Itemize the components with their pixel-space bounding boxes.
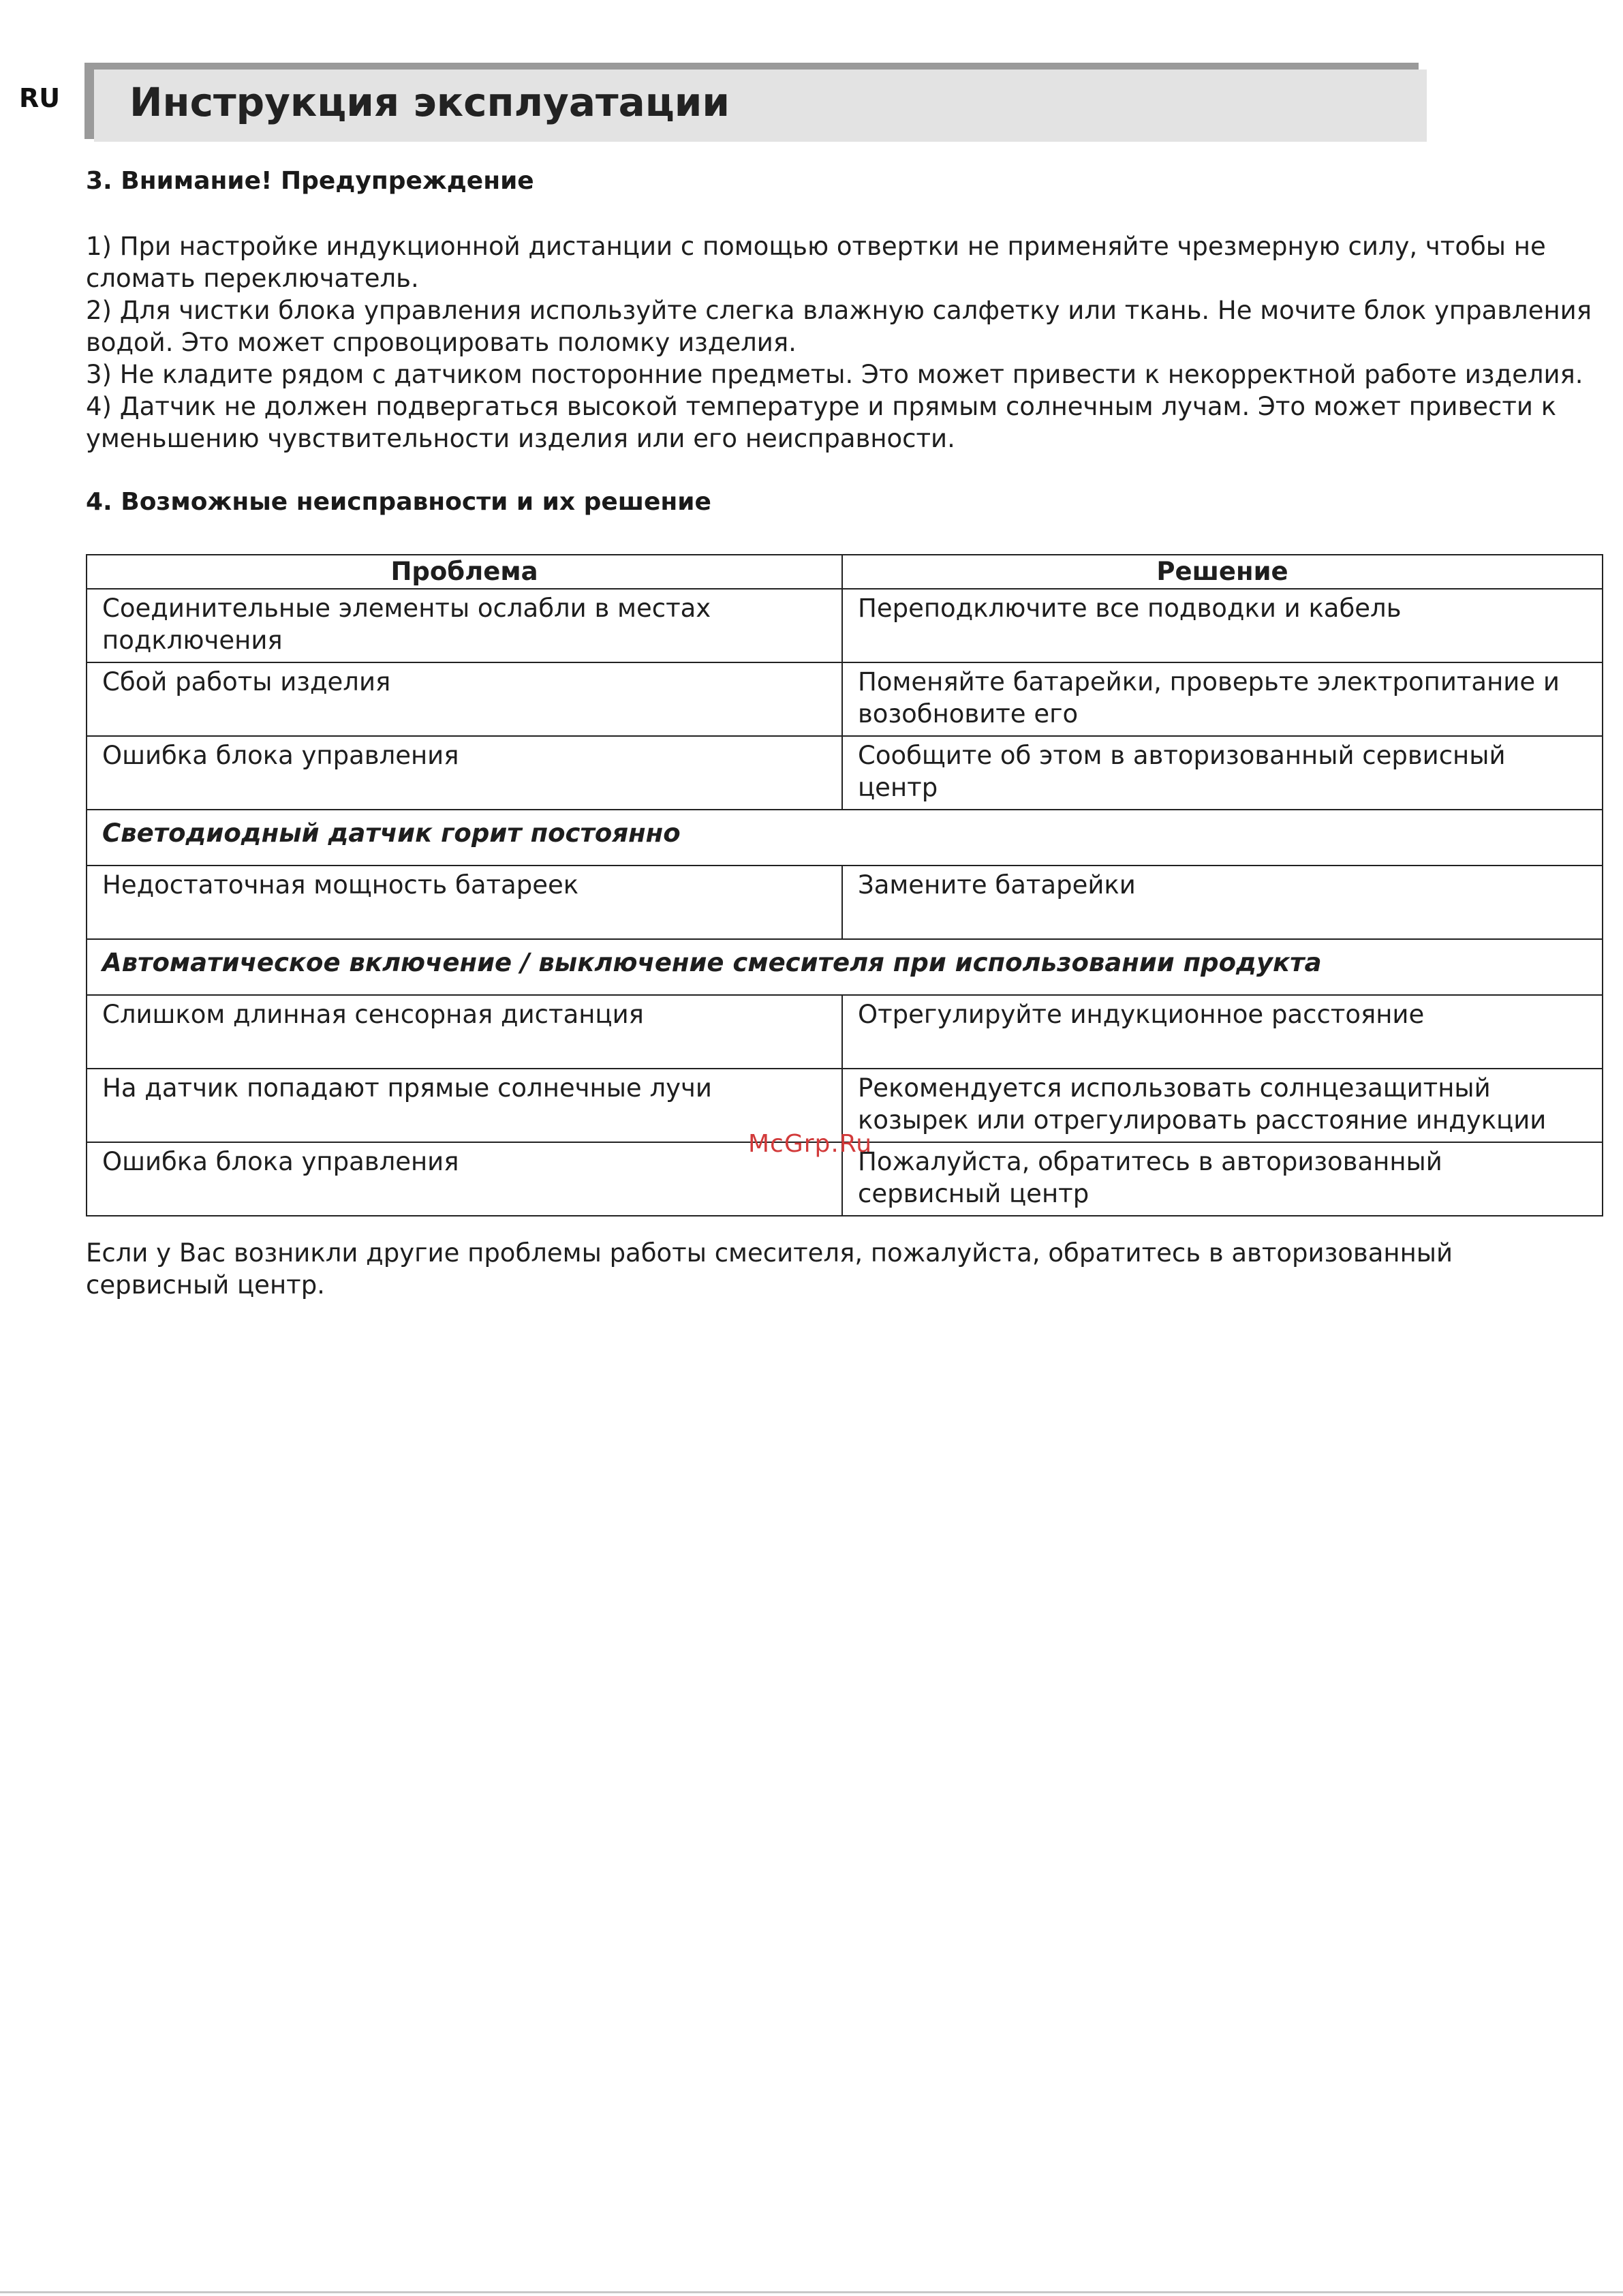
header-banner-edge	[84, 63, 94, 139]
solution-cell: Рекомендуется использовать солнцезащитный козырек или отрегулировать расстояние индукции	[842, 1069, 1603, 1142]
problem-cell: Сбой работы изделия	[87, 662, 842, 736]
problem-cell: Ошибка блока управления	[87, 1142, 842, 1216]
troubleshooting-table	[86, 554, 1603, 1216]
warning-item: 4) Датчик не должен подвергаться высокой температуре и прямым солнечным лучам. Это может привести к уменьшению чувствительности изделия или его неисправности.	[86, 392, 1557, 453]
group-title-led: Светодиодный датчик горит постоянно	[87, 810, 1603, 866]
problem-cell: Соединительные элементы ослабли в местах подключения	[87, 589, 842, 662]
warnings-heading: 3. Внимание! Предупреждение	[86, 167, 534, 195]
solution-cell: Отрегулируйте индукционное расстояние	[842, 995, 1603, 1069]
column-header-solution: Решение	[842, 555, 1603, 589]
solution-cell: Пожалуйста, обратитесь в авторизованный сервисный центр	[842, 1142, 1603, 1216]
problem-cell: Недостаточная мощность батареек	[87, 866, 842, 939]
table-row	[87, 995, 1603, 1069]
page-title: Инструкция эксплуатации	[129, 79, 730, 125]
page-bottom-divider	[0, 2291, 1623, 2293]
solution-cell: Замените батарейки	[842, 866, 1603, 939]
table-row	[87, 736, 1603, 810]
watermark-text: McGrp.Ru	[748, 1130, 873, 1158]
solution-cell: Поменяйте батарейки, проверьте электропитание и возобновите его	[842, 662, 1603, 736]
group-title-auto: Автоматическое включение / выключение смесителя при использовании продукта	[87, 939, 1603, 995]
column-header-problem: Проблема	[87, 555, 842, 589]
warnings-list	[86, 230, 1602, 455]
solution-cell: Переподключите все подводки и кабель	[842, 589, 1603, 662]
table-header-row	[87, 555, 1603, 589]
table-group-row	[87, 939, 1603, 995]
troubleshooting-heading: 4. Возможные неисправности и их решение	[86, 488, 711, 516]
header-banner-shadow	[84, 63, 1419, 70]
footer-note: Если у Вас возникли другие проблемы работы смесителя, пожалуйста, обратитесь в авторизованный сервисный центр.	[86, 1238, 1453, 1300]
problem-cell: Слишком длинная сенсорная дистанция	[87, 995, 842, 1069]
warning-item: 3) Не кладите рядом с датчиком посторонние предметы. Это может привести к некорректной работе изделия.	[86, 360, 1583, 389]
problem-cell: Ошибка блока управления	[87, 736, 842, 810]
problem-cell: На датчик попадают прямые солнечные лучи	[87, 1069, 842, 1142]
warning-item: 2) Для чистки блока управления используйте слегка влажную салфетку или ткань. Не мочите блок управления водой. Это может спровоцировать поломку изделия.	[86, 296, 1592, 357]
table-group-row	[87, 810, 1603, 866]
table-row	[87, 662, 1603, 736]
language-tag: RU	[19, 83, 61, 113]
table-row	[87, 589, 1603, 662]
table-row	[87, 866, 1603, 939]
solution-cell: Сообщите об этом в авторизованный сервисный центр	[842, 736, 1603, 810]
warning-item: 1) При настройке индукционной дистанции с помощью отвертки не применяйте чрезмерную силу, чтобы не сломать переключатель.	[86, 232, 1546, 293]
